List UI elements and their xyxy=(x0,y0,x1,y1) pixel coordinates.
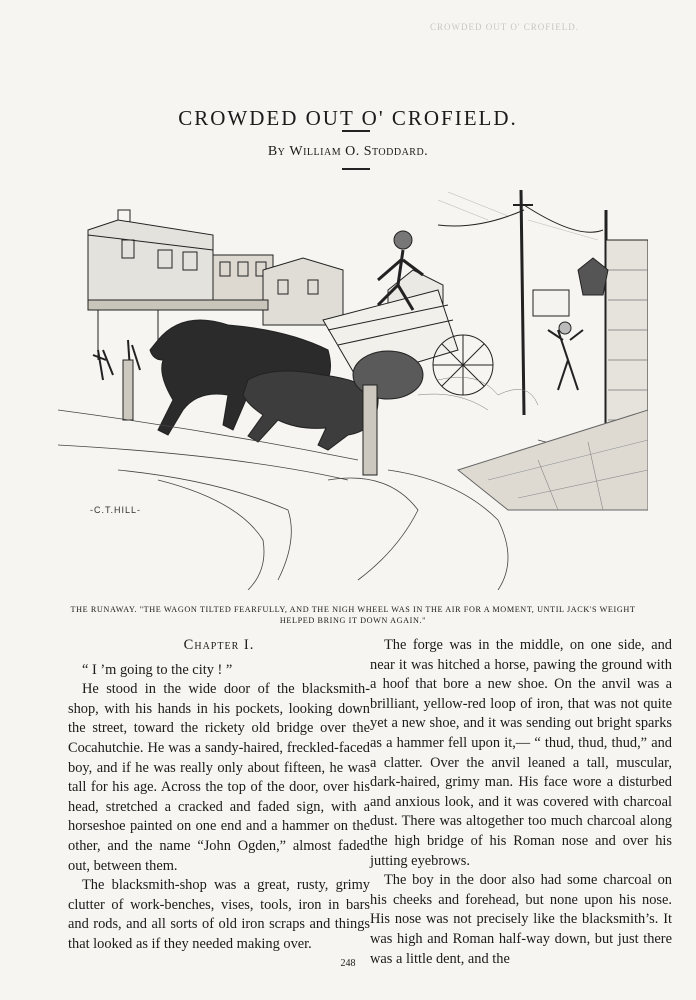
byline-prefix: By xyxy=(267,144,286,159)
bleed-through-text: CROWDED OUT O' CROFIELD. xyxy=(430,22,579,32)
illustration-caption: THE RUNAWAY. "THE WAGON TILTED FEARFULLY, AND THE NIGH WHEEL WAS IN THE AIR FOR A MOMENT, UNTIL JACK'S WEIGHT HELPED BRING IT DOWN AGAIN." xyxy=(70,605,636,625)
paragraph: He stood in the wide door of the blacksmith-shop, with his hands in his pockets, looking down the street, toward the rickety old bridge over the Cocahutchie. He was a sandy-haired, freckled-faced boy, and if he was really only about fifteen, he was tall for his age. Across the top of the door, over his head, stretched a cracked and faded sign, with a horseshoe painted on one end and a hammer on the other, and the name “John Ogden,” almost faded out, between them. xyxy=(68,681,370,874)
author-name: William O. Stoddard. xyxy=(289,144,429,159)
left-column xyxy=(68,636,370,955)
paragraph: “ I ’m going to the city ! ” xyxy=(82,661,233,678)
paragraph: The boy in the door also had some charcoal on his cheeks and forehead, but none upon his nose. His nose was not precisely like the blacksmith’s. It was high and Roman half-way down, but just there was a little dent, and the xyxy=(370,872,672,967)
illustrator-signature: -C.T.HILL- xyxy=(90,505,142,515)
paragraph: The blacksmith-shop was a great, rusty, grimy clutter of work-benches, vises, tools, iron in bars and rods, and all sorts of old iron scraps and things that looked as if they needed making over. xyxy=(68,877,370,952)
title-rule xyxy=(342,130,370,132)
right-column xyxy=(370,636,672,969)
byline xyxy=(0,144,696,160)
article-title: CROWDED OUT O' CROFIELD. xyxy=(178,106,518,131)
byline-rule xyxy=(342,168,370,170)
chapter-heading: Chapter I. xyxy=(183,637,255,653)
runaway-illustration xyxy=(58,180,648,590)
page-number: 248 xyxy=(340,958,356,969)
paragraph: The forge was in the middle, on one side, and near it was hitched a horse, pawing the ground with a hoof that bore a new shoe. On the anvil was a brilliant, yellow-red loop of iron, that was not quite yet a new shoe, and it was sending out bright sparks as a hammer fell upon it,— “ thud, thud, thud,” and a clatter. Over the anvil leaned a tall, muscular, dark-haired, grimy man. His face wore a disturbed and anxious look, and it was covered with charcoal dust. There was altogether too much charcoal along the high bridge of his Roman nose and over his jutting eyebrows. xyxy=(370,637,672,869)
